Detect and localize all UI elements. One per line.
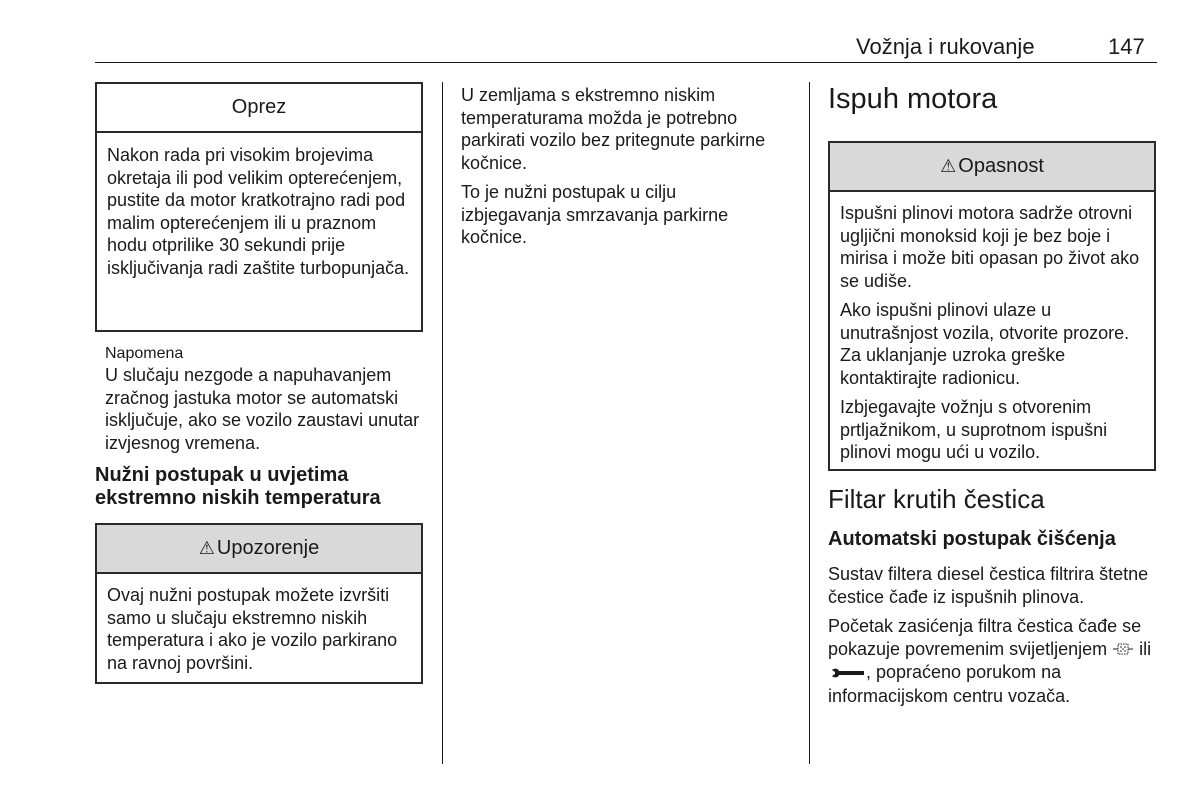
paragraph: Sustav filtera diesel čestica filtrira štetne čestice čađe iz ispušnih plinova.	[828, 564, 1149, 607]
note	[95, 344, 423, 454]
warning-header	[97, 525, 421, 574]
danger-paragraph: Ako ispušni plinovi ulaze u unutrašnjost vozila, otvorite prozore. Za uklanjanje uzroka greške kontaktirajte radionicu.	[840, 300, 1130, 388]
paragraph-text: , popraćeno porukom na informacijskom centru vozača.	[828, 662, 1071, 706]
danger-header	[830, 143, 1154, 192]
column-divider	[809, 82, 810, 764]
header-rule	[95, 62, 1157, 63]
column-right	[828, 82, 1156, 707]
caution-box	[95, 82, 423, 332]
danger-box	[828, 141, 1156, 471]
warning-title: Upozorenje	[216, 537, 320, 559]
header-title: Vožnja i rukovanje	[856, 34, 1035, 59]
section-heading: Filtar krutih čestica	[828, 484, 1045, 514]
warning-triangle-icon: ⚠	[940, 156, 957, 176]
paragraph	[828, 615, 1156, 707]
column-middle	[461, 84, 781, 249]
emergency-heading: Nužni postupak u uvjetima ekstremno niskih temperatura	[95, 464, 381, 509]
danger-paragraph: Ispušni plinovi motora sadrže otrovni ugljični monoksid koji je bez boje i mirisa i može biti opasan po život ako se udiše.	[840, 203, 1140, 291]
paragraph: U zemljama s ekstremno niskim temperaturama možda je potrebno parkirati vozilo bez pritegnute parkirne kočnice.	[461, 85, 766, 173]
section-heading: Ispuh motora	[828, 83, 998, 115]
warning-triangle-icon: ⚠	[198, 538, 215, 558]
caution-text: Nakon rada pri visokim brojevima okretaja ili pod velikim opterećenjem, pustite da motor kratkotrajno radi pod malim opterećenjem ili u praznom hodu otprilike 30 sekundi prije isključivanja radi zaštite turbopunjača.	[107, 145, 410, 278]
page-number: 147	[1108, 34, 1145, 59]
caution-title: Oprez	[97, 84, 421, 133]
subheading: Automatski postupak čišćenja	[828, 528, 1116, 550]
danger-title: Opasnost	[958, 155, 1044, 177]
paragraph-text: ili	[1139, 638, 1152, 659]
particle-filter-icon	[1113, 639, 1133, 662]
column-divider	[442, 82, 443, 764]
note-text: U slučaju nezgode a napuhavanjem zračnog jastuka motor se automatski isključuje, ako se vozilo zaustavi unutar izvjesnog vremena.	[105, 365, 420, 453]
paragraph: To je nužni postupak u cilju izbjegavanja smrzavanja parkirne kočnice.	[461, 182, 729, 247]
warning-box	[95, 523, 423, 684]
danger-paragraph: Izbjegavajte vožnju s otvorenim prtljažnikom, u suprotnom ispušni plinovi mogu ući u vozilo.	[840, 397, 1108, 462]
wrench-icon	[830, 662, 866, 685]
note-title: Napomena	[105, 345, 184, 362]
column-left	[95, 82, 423, 684]
warning-text: Ovaj nužni postupak možete izvršiti samo u slučaju ekstremno niskih temperatura i ako je vozilo parkirano na ravnoj površini.	[107, 585, 398, 673]
paragraph-text: Početak zasićenja filtra čestica čađe se pokazuje povremenim svijetljenjem	[828, 616, 1142, 659]
